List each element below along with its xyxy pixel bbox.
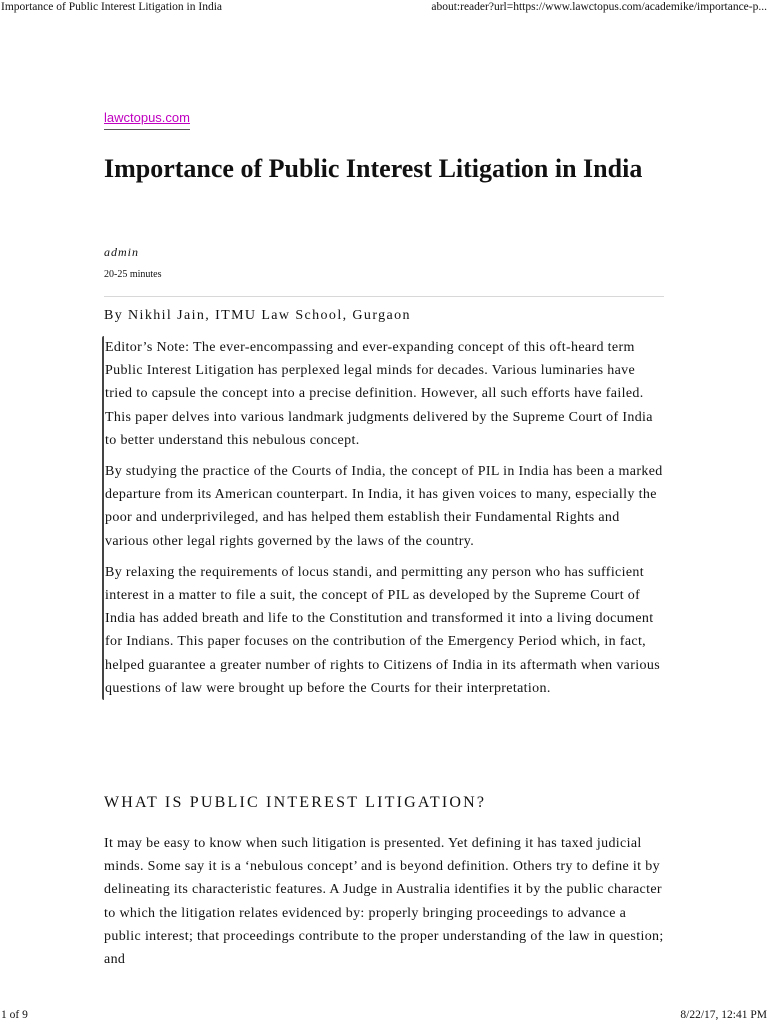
quote-paragraph: By relaxing the requirements of locus standi, and permitting any person who has sufficient interest in a matter to file a suit, the concept of PIL as developed by the Supreme Court of India has added breath and life to the Constitution and transformed it into a living document for Indians. This paper focuses on the contribution of the Emergency Period which, in fact, helped guarantee a greater number of rights to Citizens of India in its aftermath when various questions of law were brought up before the Courts for their interpretation.: [105, 564, 661, 696]
article-byline: By Nikhil Jain, ITMU Law School, Gurgaon: [104, 308, 411, 323]
editors-note-blockquote: [102, 336, 666, 700]
page-number: 1 of 9: [1, 1009, 28, 1021]
print-header-title: Importance of Public Interest Litigation in India: [1, 1, 222, 13]
section-heading: WHAT IS PUBLIC INTEREST LITIGATION?: [104, 794, 487, 811]
print-header: [0, 0, 768, 16]
article-body: [104, 832, 664, 971]
source-domain-link[interactable]: lawctopus.com: [104, 110, 190, 130]
header-divider: [104, 296, 664, 297]
article-author: admin: [104, 245, 139, 259]
print-datetime: 8/22/17, 12:41 PM: [680, 1009, 767, 1021]
article-title: Importance of Public Interest Litigation in India: [104, 154, 643, 183]
print-footer: [0, 1006, 768, 1022]
quote-paragraph: By studying the practice of the Courts of India, the concept of PIL in India has been a marked departure from its American counterpart. In India, it has given voices to many, especially the poor and underprivileged, and has helped them establish their Fundamental Rights and various other legal rights governed by the laws of the country.: [105, 464, 663, 549]
body-paragraph: It may be easy to know when such litigation is presented. Yet defining it has taxed judicial minds. Some say it is a ‘nebulous concept’ and is beyond definition. Others try to define it by delineating its characteristic features. A Judge in Australia identifies it by the public character to which the litigation relates evidenced by: properly bringing proceedings to advance a public interest; that proceedings contribute to the proper understanding of the law in question; and: [104, 836, 664, 968]
reading-time: 20-25 minutes: [104, 269, 162, 280]
print-header-url: about:reader?url=https://www.lawctopus.com/academike/importance-p...: [431, 1, 767, 13]
quote-paragraph: Editor’s Note: The ever-encompassing and ever-expanding concept of this oft-heard term Public Interest Litigation has perplexed legal minds for decades. Various luminaries have tried to capsule the concept into a precise definition. However, all such efforts have failed. This paper delves into various landmark judgments delivered by the Supreme Court of India to better understand this nebulous concept.: [105, 340, 653, 448]
